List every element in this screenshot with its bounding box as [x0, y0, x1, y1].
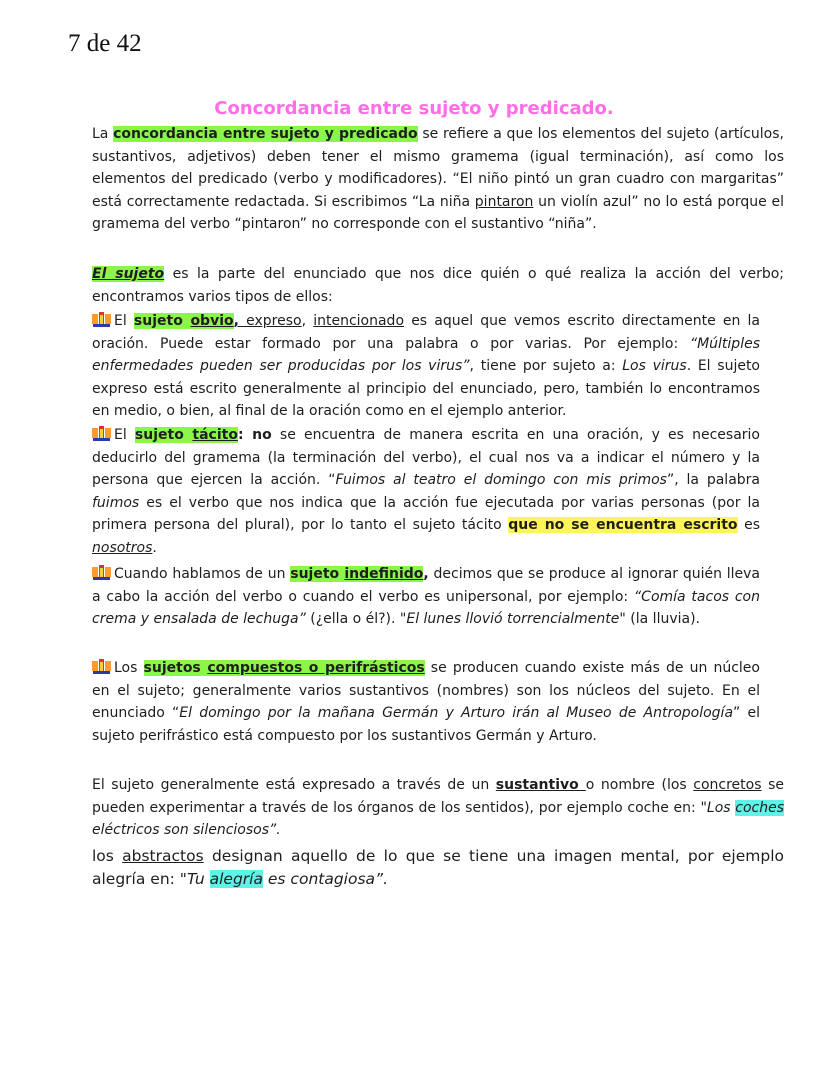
example-quote: es contagiosa”.: [262, 870, 388, 888]
highlight-no-escrito: que no se encuentra escrito: [508, 517, 738, 534]
highlight-sujeto: sujeto: [134, 427, 193, 443]
text: El: [114, 313, 134, 329]
pushpin-icon: [92, 565, 111, 581]
text: es la parte del enunciado que nos dice quién o qué realiza la acción del verbo; encontramos varios tipos de ellos:: [92, 266, 785, 305]
paragraph-sustantivo: [68, 774, 784, 842]
highlight-sujeto: sujeto: [133, 313, 191, 329]
highlight-compuestos: compuestos o perifrásticos: [207, 660, 425, 676]
underlined-intencionado: intencionado: [313, 313, 405, 329]
pushpin-icon: [92, 312, 111, 328]
highlight-concordancia: concordancia entre sujeto y predicado: [113, 126, 418, 142]
highlight-coches: coches: [735, 799, 785, 816]
section-title: Concordancia entre sujeto y predicado.: [214, 98, 614, 119]
example-quote: “Comía tacos con crema y ensalada de lechuga”: [92, 588, 760, 628]
text: Cuando hablamos de un: [114, 566, 291, 582]
text: los: [92, 847, 123, 865]
underlined-expreso: expreso: [238, 313, 302, 329]
text: es el verbo que nos indica que la acción fue ejecutada por varias personas (por la primera persona del plural), por lo tanto el sujeto tácito: [92, 494, 760, 534]
example-quote: “Múltiples enfermedades pueden ser producidas por los virus”: [92, 335, 760, 375]
text: decimos que se produce al ignorar quién lleva a cabo la acción del verbo o cuando el verbo es unipersonal, por ejemplo:: [92, 566, 760, 605]
example-nosotros: nosotros: [92, 539, 153, 556]
text: .: [152, 539, 157, 556]
underlined-concretos: concretos: [693, 777, 762, 793]
paragraph-abstractos: [68, 845, 784, 891]
example-quote: El domingo por la mañana Germán y Arturo irán al Museo de Antropología: [179, 705, 734, 722]
text: El: [114, 427, 135, 443]
text: se encuentra de manera escrita en una oración, y es necesario deducirlo del gramema (la terminación del verbo), el cual nos va a indicar el número y la persona que ejercen la acción. “: [92, 427, 760, 489]
text: es aquel que vemos escrito directamente en la oración. Puede estar formado por una palabra o por varias. Por ejemplo:: [92, 313, 761, 352]
text: se refiere a que los elementos del sujeto (artículos, sustantivos, adjetivos) deben tener el mismo gramema (igual terminación), así como los elementos del predicado (verbo y modificadores). “El niño pintó un gran cuadro con margaritas” está correctamente redactada. Si escribimos “La niña: [92, 126, 784, 210]
example-quote: eléctricos son silenciosos”.: [92, 822, 281, 839]
text: , tiene por sujeto a:: [469, 358, 623, 375]
bullet-sujeto-indefinido: [92, 563, 760, 631]
example-quote: Tu: [186, 870, 210, 888]
example-quote: Los: [706, 799, 736, 816]
underlined-pintaron: pintaron: [474, 193, 534, 210]
text: un violín azul” no lo está porque el gramema del verbo “pintaron” no corresponde con el sustantivo “niña”.: [92, 193, 784, 233]
text: es: [737, 517, 760, 534]
text: El sujeto generalmente está expresado a través de un: [92, 777, 496, 793]
example-quote: El lunes llovió torrencialmente: [406, 611, 620, 628]
highlight-sujeto: sujeto: [290, 566, 345, 582]
bullet-sujeto-tacito: [92, 424, 760, 560]
page-number: 7 de 42: [68, 30, 142, 57]
text: se producen cuando existe más de un núcleo en el sujeto; generalmente varios sustantivos (nombres) son los núcleos del sujeto. En el enunciado “: [92, 660, 760, 722]
text: La: [92, 126, 114, 142]
highlight-tacito: tácito: [192, 427, 238, 443]
pushpin-icon: [92, 426, 111, 442]
pushpin-icon: [92, 659, 111, 675]
text: ”, la palabra: [666, 472, 760, 489]
bullet-sujetos-compuestos: [92, 657, 760, 747]
text: " (la lluvia).: [619, 611, 700, 628]
highlight-obvio: obvio: [190, 313, 234, 329]
underlined-abstractos: abstractos: [122, 847, 204, 865]
highlight-el-sujeto: El sujeto: [92, 266, 165, 282]
example-quote: Fuimos al teatro el domingo con mis primos: [335, 472, 667, 489]
paragraph-el-sujeto: [68, 263, 784, 308]
highlight-sujetos: sujetos: [143, 660, 208, 676]
text: ” el sujeto perifrástico está compuesto por los sustantivos Germán y Arturo.: [92, 705, 760, 744]
text: . El sujeto expreso está escrito generalmente al principio del enunciado, pero, también lo encontramos en medio, o bien, al final de la oración como en el ejemplo anterior.: [92, 358, 761, 420]
text: ,: [423, 566, 429, 582]
text: se pueden experimentar a través de los órganos de los sentidos), por ejemplo coche en: ": [92, 777, 784, 816]
text: ,: [233, 313, 239, 329]
text: ,: [301, 313, 314, 329]
text: designan aquello de lo que se tiene una imagen mental, por ejemplo alegría en: ": [92, 847, 784, 888]
text: Los: [114, 660, 144, 676]
text: (¿ella o él?). ": [305, 611, 407, 628]
text: o nombre (los: [585, 777, 694, 793]
highlight-indefinido: indefinido: [344, 566, 424, 582]
example-subject: Los virus: [622, 358, 687, 375]
text: : no: [237, 427, 272, 443]
example-verb: fuimos: [92, 494, 140, 511]
highlight-alegria: alegría: [209, 870, 263, 888]
bullet-sujeto-obvio: [92, 310, 760, 423]
paragraph-concordancia: [68, 123, 784, 236]
underlined-sustantivo: sustantivo: [495, 777, 586, 793]
